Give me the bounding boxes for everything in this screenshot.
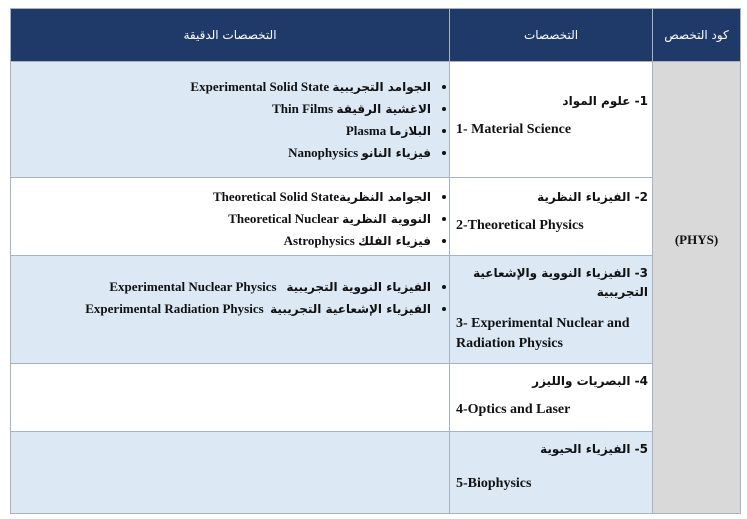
list-item: • فيزياء الفلك Astrophysics: [11, 230, 431, 252]
specialization-cell: [450, 364, 653, 432]
table-row: [11, 178, 741, 256]
header-row: [11, 9, 741, 62]
header-specializations: التخصصات: [450, 9, 653, 62]
specialization-cell: [450, 178, 653, 256]
list-item: • الفيزياء النووية التجريبية Experimental Nuclear Physics: [11, 276, 431, 298]
subspecializations-cell: [11, 364, 450, 432]
table-row: [11, 256, 741, 364]
specialization-english: 1- Material Science: [456, 122, 572, 137]
specialization-english: 4-Optics and Laser: [456, 402, 571, 417]
specialization-arabic: 5- الفيزياء الحيوية: [540, 442, 648, 456]
specialization-english: 3- Experimental Nuclear and Radiation Physics: [456, 316, 630, 351]
list-item: • النووية النظرية Theoretical Nuclear: [11, 208, 431, 230]
subspecialization-list: [11, 186, 449, 252]
list-item: • البلازما Plasma: [11, 120, 431, 142]
header-subspecializations: التخصصات الدقيقة: [11, 9, 450, 62]
specialization-arabic: 3- الفيزياء النووية والإشعاعية التجريبية: [473, 266, 648, 299]
specialization-code: (PHYS): [674, 231, 719, 247]
list-item: • فيزياء النانو Nanophysics: [11, 142, 431, 164]
subspecializations-cell: [11, 178, 450, 256]
header-code: كود التخصص: [653, 9, 741, 62]
table-row: [11, 62, 741, 178]
list-item: • الجوامد التجريبية Experimental Solid State: [11, 76, 431, 98]
list-item: • الفيزياء الإشعاعية التجريبية Experimental Radiation Physics: [11, 298, 431, 320]
subspecializations-cell: [11, 256, 450, 364]
specialization-english: 2-Theoretical Physics: [456, 218, 584, 233]
list-item: • الجوامد النظريةTheoretical Solid State: [11, 186, 431, 208]
specialization-cell: [450, 256, 653, 364]
subspecialization-list: [11, 76, 449, 164]
specialization-arabic: 2- الفيزياء النظرية: [537, 190, 648, 204]
subspecializations-cell: [11, 432, 450, 514]
code-cell: [653, 62, 741, 514]
specialization-arabic: 1- علوم المواد: [562, 94, 648, 108]
list-item: • الاغشية الرقيقة Thin Films: [11, 98, 431, 120]
specialization-english: 5-Biophysics: [456, 476, 532, 491]
specialization-cell: [450, 62, 653, 178]
table-row: [11, 364, 741, 432]
specialization-arabic: 4- البصريات والليزر: [532, 374, 648, 388]
table-row: [11, 432, 741, 514]
specialization-cell: [450, 432, 653, 514]
subspecializations-cell: [11, 62, 450, 178]
specializations-table: [10, 8, 741, 514]
subspecialization-list: [11, 276, 449, 320]
